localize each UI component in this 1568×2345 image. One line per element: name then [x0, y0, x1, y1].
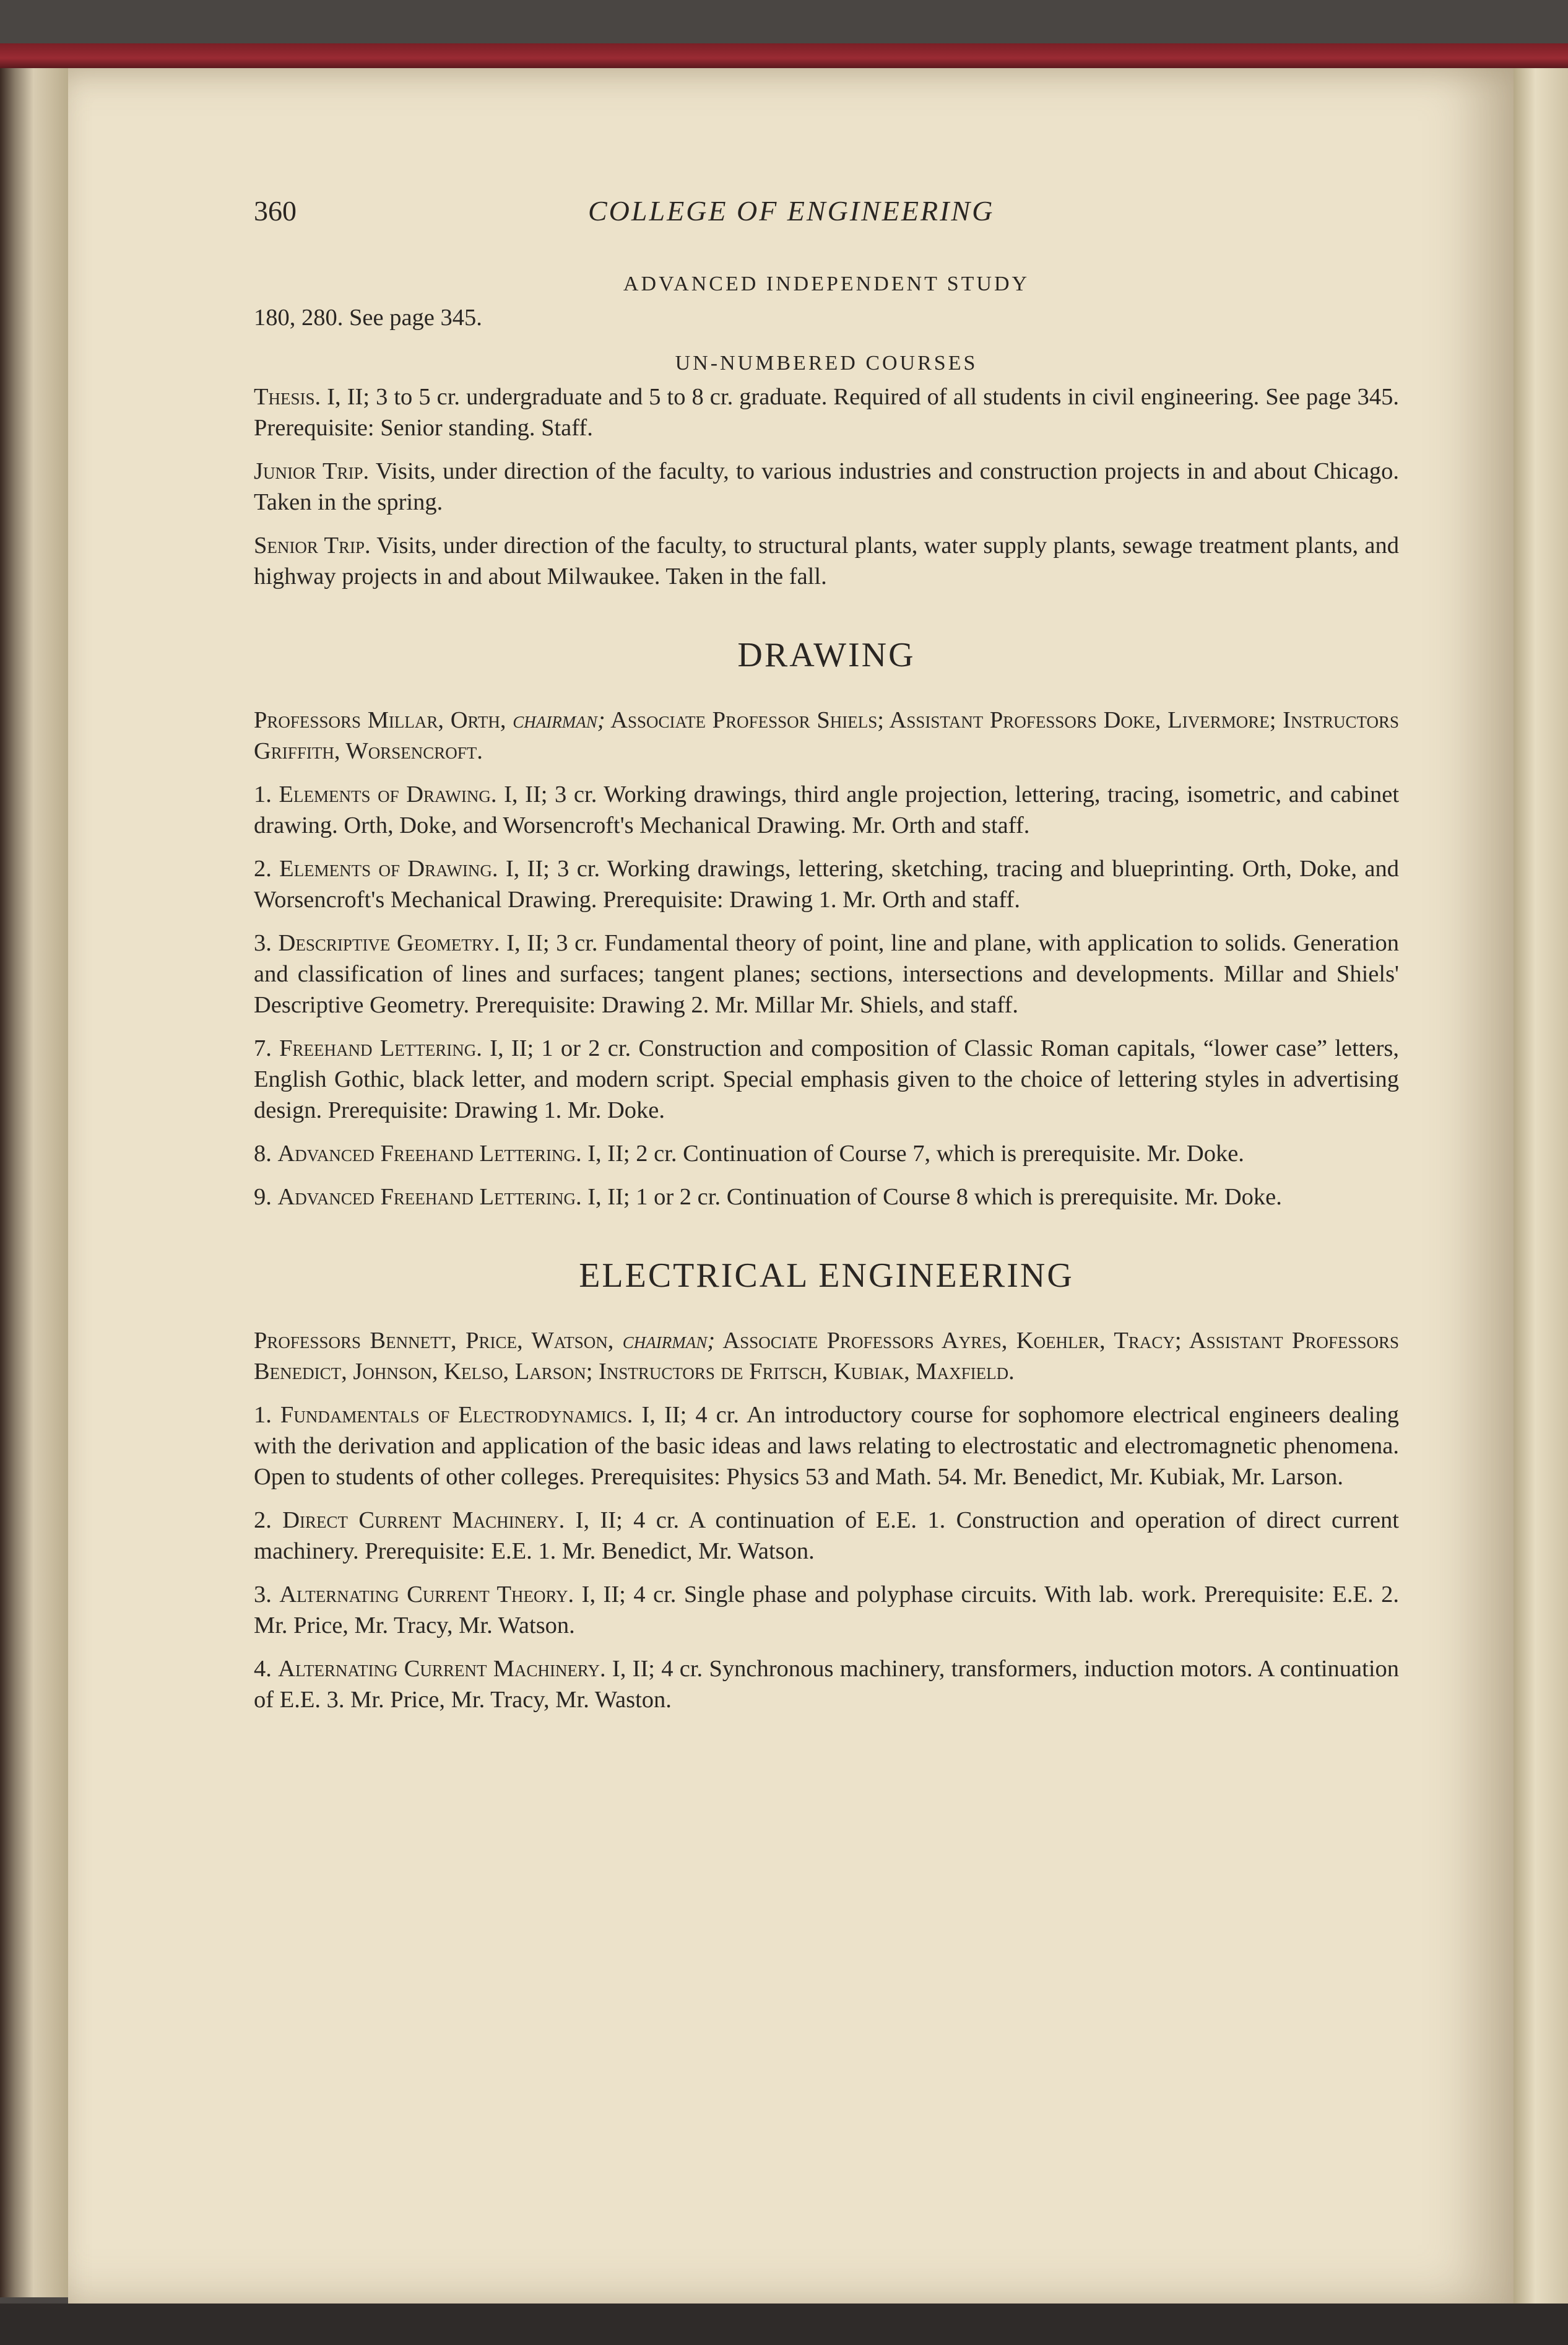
page-content: [254, 186, 1399, 1728]
advanced-study-heading: ADVANCED INDEPENDENT STUDY: [623, 272, 1030, 295]
course-entry: [254, 1399, 1399, 1492]
book-page-edges: [0, 43, 74, 2297]
course-number: 1.: [254, 781, 272, 807]
course-number: 8.: [254, 1141, 272, 1167]
unnumbered-item: [254, 530, 1399, 592]
running-title: COLLEGE OF ENGINEERING: [588, 195, 995, 227]
drawing-faculty: [254, 705, 1399, 767]
faculty-text: Associate Professor Shiels; Assistant Professors Doke, Livermore; Instructors Griffith, Worsencroft.: [254, 707, 1399, 764]
course-title: Advanced Freehand Lettering.: [277, 1184, 582, 1210]
unnumbered-heading: UN-NUMBERED COURSES: [675, 352, 978, 375]
course-description: I, II; 4 cr. Single phase and polyphase circuits. With lab. work. Prerequisite: E.E. 2. Mr. Price, Mr. Tracy, Mr. Watson.: [254, 1581, 1399, 1638]
course-title: Fundamentals of Electrodynamics.: [280, 1402, 633, 1428]
running-head: [254, 186, 1399, 254]
course-title: Elements of Drawing.: [279, 781, 497, 807]
course-title: Descriptive Geometry.: [278, 930, 500, 956]
course-title: Freehand Lettering.: [279, 1035, 482, 1061]
course-entry: [254, 1579, 1399, 1641]
page-number: 360: [254, 195, 297, 227]
faculty-chairman: chairman;: [513, 707, 605, 733]
course-entry: [254, 1181, 1399, 1212]
course-title: Advanced Freehand Lettering.: [277, 1141, 582, 1167]
course-number: 2.: [254, 856, 272, 882]
faculty-text: Professors Bennett, Price, Watson,: [254, 1328, 623, 1354]
electrical-heading: ELECTRICAL ENGINEERING: [579, 1256, 1074, 1295]
facing-page-edge: [1514, 62, 1568, 2304]
course-entry: [254, 853, 1399, 915]
course-title: Alternating Current Machinery.: [278, 1656, 606, 1682]
course-entry: [254, 1653, 1399, 1715]
faculty-text: Professors Millar, Orth,: [254, 707, 513, 733]
electrical-faculty: [254, 1325, 1399, 1387]
course-entry: [254, 928, 1399, 1020]
course-number: 7.: [254, 1035, 272, 1061]
item-title: Junior Trip.: [254, 458, 370, 484]
course-number: 4.: [254, 1656, 272, 1682]
course-number: 9.: [254, 1184, 272, 1210]
course-number: 1.: [254, 1402, 272, 1428]
background-bottom: [0, 2304, 1568, 2345]
course-description: I, II; 3 cr. Working drawings, lettering, sketching, tracing and blueprinting. Orth, Doke, and Worsencroft's Mechanical Drawing. Prerequisite: Drawing 1. Mr. Orth and staff.: [254, 856, 1399, 913]
course-description: I, II; 1 or 2 cr. Continuation of Course 8 which is prerequisite. Mr. Doke.: [587, 1184, 1282, 1210]
item-title: Senior Trip.: [254, 533, 371, 559]
course-entry: [254, 1033, 1399, 1126]
item-title: Thesis.: [254, 384, 321, 410]
faculty-text: Associate Professors Ayres, Koehler, Tracy; Assistant Professors Benedict, Johnson, Kelso, Larson; Instructors de Fritsch, Kubiak, Maxfield.: [254, 1328, 1399, 1385]
course-number: 2.: [254, 1507, 272, 1533]
item-text: Visits, under direction of the faculty, to various industries and construction projects in and about Chicago. Taken in the spring.: [254, 458, 1399, 515]
course-description: I, II; 3 cr. Working drawings, third angle projection, lettering, tracing, isometric, and cabinet drawing. Orth, Doke, and Worsencroft's Mechanical Drawing. Mr. Orth and staff.: [254, 781, 1400, 838]
advanced-study-text: 180, 280. See page 345.: [254, 305, 482, 331]
course-description: I, II; 4 cr. A continuation of E.E. 1. Construction and operation of direct current machinery. Prerequisite: E.E. 1. Mr. Benedict, Mr. Watson.: [254, 1507, 1399, 1564]
course-title: Alternating Current Theory.: [279, 1581, 574, 1608]
unnumbered-item: [254, 456, 1399, 518]
unnumbered-item: [254, 381, 1399, 443]
drawing-heading: DRAWING: [737, 636, 916, 674]
course-description: I, II; 3 cr. Fundamental theory of point, line and plane, with application to solids. Generation and classification of lines and surfaces; tangent planes; sections, intersections and developments. Millar and Shiels' Descriptive Geometry. Prerequisite: Drawing 2. Mr. Millar Mr. Shiels, and staff.: [254, 930, 1400, 1018]
item-text: I, II; 3 to 5 cr. undergraduate and 5 to 8 cr. graduate. Required of all students in civil engineering. See page 345. Prerequisite: Senior standing. Staff.: [254, 384, 1400, 441]
course-number: 3.: [254, 930, 272, 956]
course-entry: [254, 779, 1399, 841]
course-entry: [254, 1138, 1399, 1169]
course-entry: [254, 1505, 1399, 1567]
course-description: I, II; 4 cr. An introductory course for sophomore electrical engineers dealing with the derivation and application of the basic ideas and laws relating to electrostatic and electromagnetic phenomena. Open to students of other colleges. Prerequisites: Physics 53 and Math. 54. Mr. Benedict, Mr. Kubiak, Mr. Larson.: [254, 1402, 1399, 1490]
course-description: I, II; 1 or 2 cr. Construction and composition of Classic Roman capitals, “lower case” letters, English Gothic, black letter, and modern script. Special emphasis given to the choice of lettering styles in advertising design. Prerequisite: Drawing 1. Mr. Doke.: [254, 1035, 1399, 1123]
course-description: I, II; 4 cr. Synchronous machinery, transformers, induction motors. A continuation of E.E. 3. Mr. Price, Mr. Tracy, Mr. Waston.: [254, 1656, 1400, 1713]
course-description: I, II; 2 cr. Continuation of Course 7, which is prerequisite. Mr. Doke.: [587, 1141, 1244, 1167]
course-title: Elements of Drawing.: [279, 856, 498, 882]
item-text: Visits, under direction of the faculty, to structural plants, water supply plants, sewage treatment plants, and highway projects in and about Milwaukee. Taken in the fall.: [254, 533, 1400, 590]
faculty-chairman: chairman;: [622, 1328, 716, 1354]
book-cover-top-edge: [0, 43, 1568, 68]
course-title: Direct Current Machinery.: [282, 1507, 565, 1533]
course-number: 3.: [254, 1581, 272, 1608]
